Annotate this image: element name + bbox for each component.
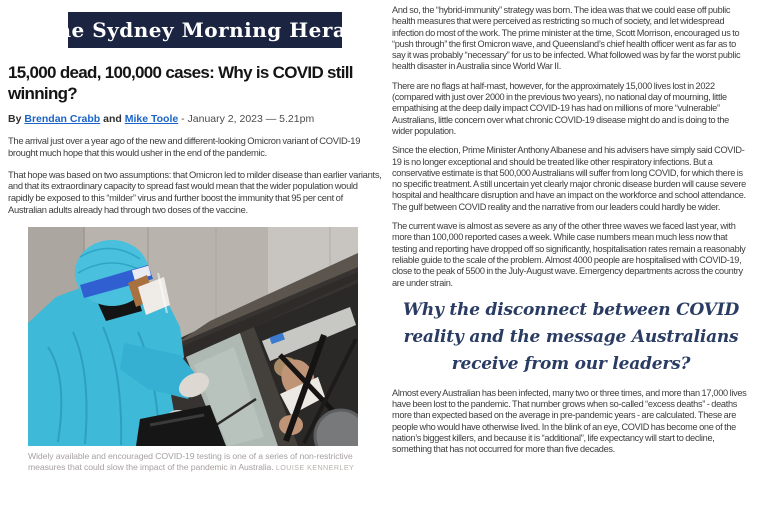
- article-paragraph: Almost every Australian has been infected, many two or three times, and more than 17,000 lives have been lost to the pandemic. That number grows when so-called “excess deaths” - deaths more than expected based on the average in pre-pandemic years - are calculated. These are people who would have otherwise lived. In the blink of an eye, COVID has become one of the nation’s biggest killers, and because it is “additional”, life expectancy will start to decline, something that has not occurred for more than five decades.: [392, 387, 747, 455]
- article-paragraph: And so, the “hybrid-immunity” strategy was born. The idea was that we could ease off public health measures that were perceived as restricting so much of society, and let widespread infection do most of the work. The prime minister at the time, Scott Morrison, encouraged us to “push through” the first Omicron wave, and Queensland’s chief health officer went as far as to say it was probably “necessary” for us to be infected. What followed was by far the worst public health disaster in Australia since World War II.: [392, 5, 741, 72]
- masthead-logo[interactable]: [41, 12, 369, 48]
- article-paragraph: There are no flags at half-mast, however, for the approximately 15,000 lives lost in 2022 (compared with just over 2000 in the previous two years), no national day of mourning, little empathising at the deep daily impact COVID-19 has had on millions of more “vulnerable” Australians, little concern over what chronic COVID-19 disease might do and is doing to the wider population.: [392, 80, 729, 136]
- pull-quote-line: Why the disconnect between COVID: [402, 299, 740, 320]
- photo-credit: LOUISE KENNERLEY: [275, 462, 355, 472]
- pull-quote: [396, 297, 746, 378]
- masthead-title: The Sydney Morning Herald: [41, 18, 369, 42]
- photo-caption: [28, 451, 358, 473]
- pull-quote-line: receive from our leaders?: [451, 353, 691, 374]
- pull-quote-line: reality and the message Australians: [403, 326, 739, 347]
- byline: [8, 113, 382, 125]
- author-link-mike-toole[interactable]: Mike Toole: [124, 113, 179, 125]
- left-column: [8, 0, 382, 473]
- covid-testing-photo-illustration: [28, 227, 358, 446]
- author-link-brendan-crabb[interactable]: Brendan Crabb: [24, 113, 101, 125]
- publish-date: - January 2, 2023 — 5.21pm: [181, 113, 315, 125]
- article-paragraph: That hope was based on two assumptions: that Omicron led to milder disease than earlier variants, and that its extraordinary capacity to spread fast would mean that the wider population would rapidly be exposed to this “milder” virus and further boost the immunity that 95 per cent of Australian adults already had through two doses of the vaccine.: [8, 168, 382, 215]
- right-column: [392, 0, 750, 464]
- article-paragraph: The current wave is almost as severe as any of the other three waves we faced last year, with more than 100,000 reported cases a week. While case numbers mean much less now that testing and reporting have dropped off so significantly, hospitalisation rates remain a reasonably reliable guide to the scale of the problem. Almost 4000 people are hospitalised with COVID-19, close to the peak of 5500 in the July-August wave. Emergency departments across the country are under strain.: [392, 221, 746, 288]
- article-paragraph: Since the election, Prime Minister Anthony Albanese and his advisers have simply said COVID-19 is no longer exceptional and should be treated like other respiratory infections. But a conservative estimate is that 500,000 Australians will suffer from long COVID, for which there is no specific treatment. A still uncertain yet clearly major chronic disease burden will cause severe hospital and healthcare disruption and have an impact on the workforce and school attendance. The gulf between COVID reality and the narrative from our leaders could hardly be wider.: [392, 145, 746, 212]
- article-paragraph: The arrival just over a year ago of the new and different-looking Omicron variant of COVID-19 brought much hope that this would usher in the end of the pandemic.: [8, 135, 361, 158]
- photo-caption-text: Widely available and encouraged COVID-19 testing is one of a series of non-restrictive measures that could slow the impact of the pandemic in Australia.: [28, 450, 353, 472]
- byline-by-label: By: [8, 113, 22, 125]
- article-photo: [28, 227, 358, 473]
- article-headline: 15,000 dead, 100,000 cases: Why is COVID still winning?: [8, 63, 353, 103]
- byline-and-label: and: [103, 113, 122, 125]
